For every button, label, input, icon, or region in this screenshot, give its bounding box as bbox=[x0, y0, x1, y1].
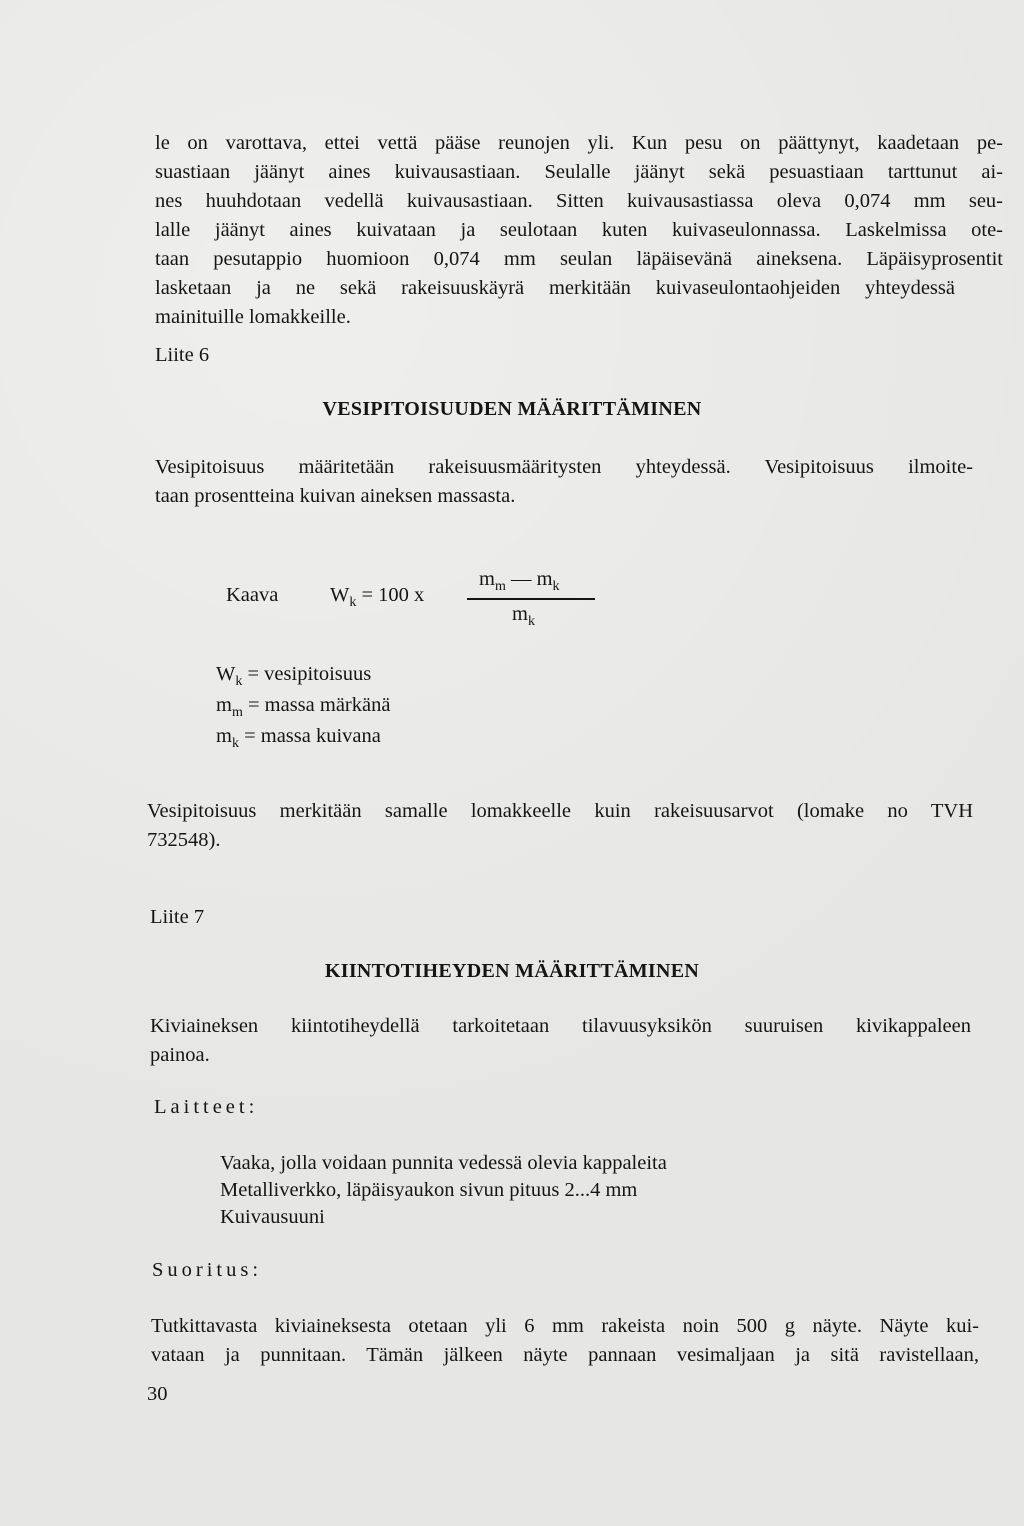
text-line: 732548). bbox=[147, 829, 221, 851]
text-line: le on varottava, ettei vettä pääse reunojen yli. Kun pesu on päättynyt, kaadetaan pe- bbox=[155, 132, 1003, 154]
definition-item bbox=[216, 691, 390, 722]
numerator-sub-k: k bbox=[552, 579, 560, 594]
definition-subscript: k bbox=[235, 674, 243, 689]
equipment-label: Laitteet: bbox=[154, 1096, 259, 1118]
equipment-list bbox=[220, 1150, 667, 1231]
text-line: lasketaan ja ne sekä rakeisuuskäyrä merkitään kuivaseulontaohjeiden yhteydessä bbox=[155, 277, 955, 299]
text-line: painoa. bbox=[150, 1044, 210, 1066]
text-line: taan pesutappio huomioon 0,074 mm seulan läpäisevänä aineksena. Läpäisyprosentit bbox=[155, 248, 1003, 270]
definition-subscript: m bbox=[231, 705, 243, 720]
numerator-minus: — bbox=[510, 568, 532, 590]
text-line: suastiaan jäänyt aines kuivausastiaan. Seulalle jäänyt sekä pesuastiaan tarttunut ai- bbox=[155, 161, 1003, 183]
formula-label: Kaava bbox=[226, 584, 279, 606]
definition-symbol: W bbox=[216, 663, 236, 685]
definition-item bbox=[216, 722, 390, 753]
procedure-paragraph bbox=[151, 1312, 979, 1370]
definition-symbol: m bbox=[216, 725, 232, 747]
text-line: taan prosentteina kuivan aineksen massasta. bbox=[155, 485, 516, 507]
intro-paragraph bbox=[155, 129, 1003, 332]
numerator-sub-m: m bbox=[494, 579, 506, 594]
appendix-6-heading: VESIPITOISUUDEN MÄÄRITTÄMINEN bbox=[322, 398, 702, 420]
fraction-bar bbox=[467, 598, 595, 600]
appendix-7-heading: KIINTOTIHEYDEN MÄÄRITTÄMINEN bbox=[324, 960, 700, 982]
page-number: 30 bbox=[147, 1383, 168, 1405]
definition-text: = vesipitoisuus bbox=[247, 663, 372, 685]
formula-lhs bbox=[330, 584, 425, 610]
text-line: Vesipitoisuus merkitään samalle lomakkeelle kuin rakeisuusarvot (lomake no TVH bbox=[147, 800, 973, 822]
definition-symbol: m bbox=[216, 694, 232, 716]
text-line: Kiviaineksen kiintotiheydellä tarkoitetaan tilavuusyksikön suuruisen kivikappaleen bbox=[150, 1015, 971, 1037]
density-paragraph bbox=[150, 1012, 971, 1070]
equipment-item: Metalliverkko, läpäisyaukon sivun pituus 2...4 mm bbox=[220, 1179, 638, 1201]
procedure-label: Suoritus: bbox=[152, 1259, 263, 1281]
formula-denominator bbox=[512, 603, 535, 629]
definition-text: = massa märkänä bbox=[247, 694, 391, 716]
text-line: lalle jäänyt aines kuivataan ja seulotaan kuten kuivaseulonnassa. Laskelmissa ote- bbox=[155, 219, 1003, 241]
definition-list bbox=[216, 660, 390, 753]
text-line: vataan ja punnitaan. Tämän jälkeen näyte pannaan vesimaljaan ja sitä ravistellaan, bbox=[151, 1344, 979, 1366]
numerator-m: m bbox=[479, 568, 495, 590]
text-line: mainituille lomakkeille. bbox=[155, 306, 351, 328]
moisture-paragraph bbox=[155, 453, 973, 511]
appendix-7-label: Liite 7 bbox=[150, 906, 205, 928]
denominator-m: m bbox=[512, 603, 528, 625]
definition-text: = massa kuivana bbox=[244, 725, 381, 747]
text-line: nes huuhdotaan vedellä kuivausastiaan. Sitten kuivausastiassa oleva 0,074 mm seu- bbox=[155, 190, 1003, 212]
text-line: Tutkittavasta kiviaineksesta otetaan yli 6 mm rakeista noin 500 g näyte. Näyte kui- bbox=[151, 1315, 979, 1337]
definition-subscript: k bbox=[231, 736, 239, 751]
denominator-sub-k: k bbox=[527, 614, 535, 629]
definition-item bbox=[216, 660, 390, 691]
formula-equals-100x: = 100 x bbox=[361, 584, 425, 606]
equipment-item: Vaaka, jolla voidaan punnita vedessä olevia kappaleita bbox=[220, 1152, 667, 1174]
formula-w-subscript: k bbox=[349, 595, 357, 610]
text-line: Vesipitoisuus määritetään rakeisuusmääritysten yhteydessä. Vesipitoisuus ilmoite- bbox=[155, 456, 973, 478]
numerator-m2: m bbox=[536, 568, 553, 590]
formula-w-symbol: W bbox=[330, 584, 350, 606]
appendix-6-label: Liite 6 bbox=[155, 344, 210, 366]
formula-numerator bbox=[479, 568, 560, 594]
form-note-paragraph bbox=[147, 797, 973, 855]
equipment-item: Kuivausuuni bbox=[220, 1206, 325, 1228]
